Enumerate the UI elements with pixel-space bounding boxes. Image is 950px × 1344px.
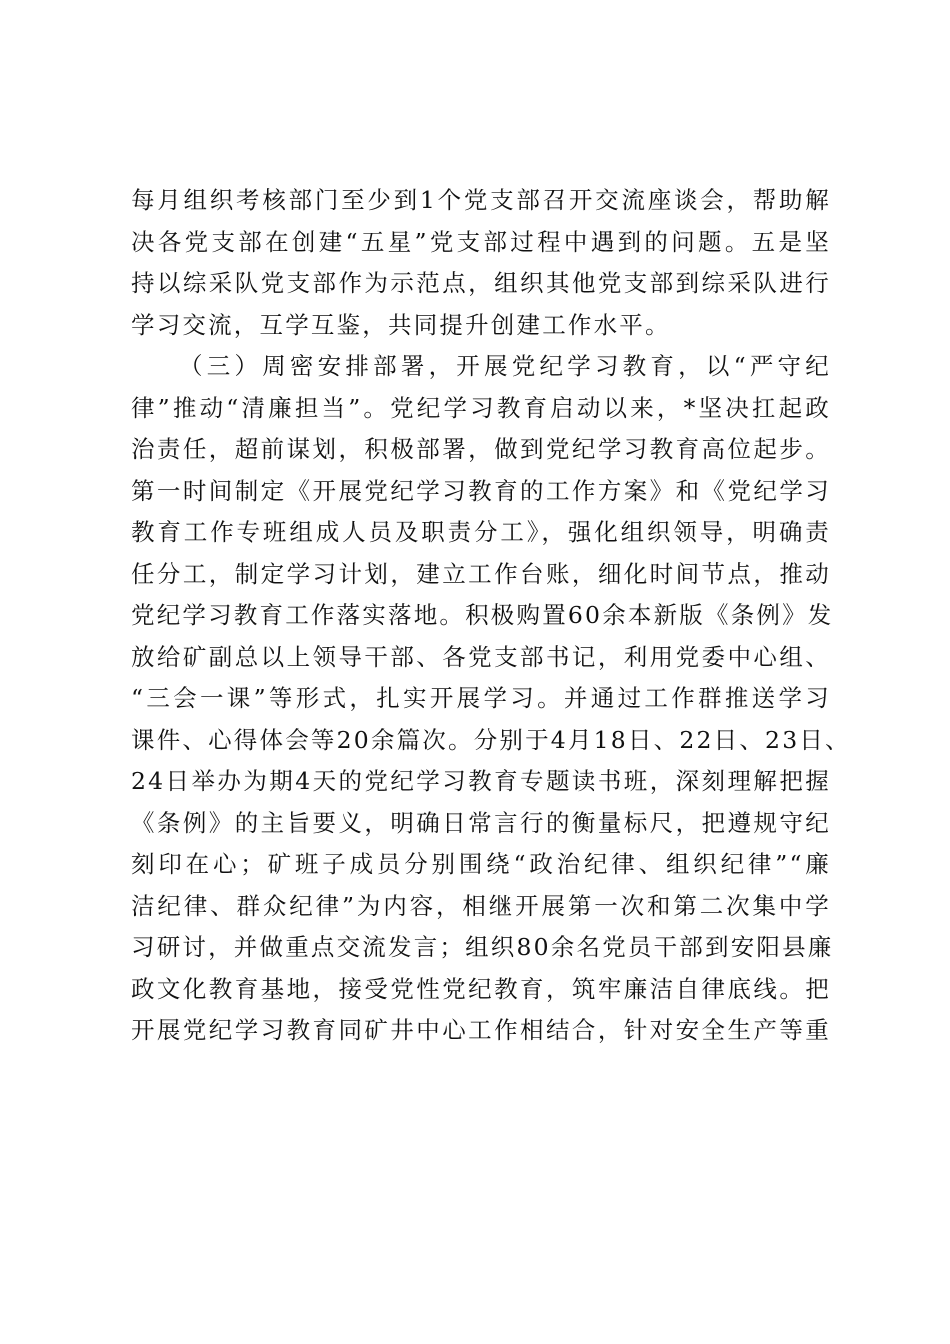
text-line: 律”推动“清廉担当”。党纪学习教育启动以来，*坚决扛起政 xyxy=(131,393,831,422)
text-line: 课件、心得体会等20余篇次。分别于4月18日、22日、23日、 xyxy=(131,725,851,754)
body-text xyxy=(131,180,851,1052)
text-line: “三会一课”等形式，扎实开展学习。并通过工作群推送学习 xyxy=(131,684,831,712)
text-line: 习研讨，并做重点交流发言；组织80余名党员干部到安阳县廉 xyxy=(131,933,834,961)
text-line: 教育工作专班组成人员及职责分工》，强化组织领导，明确责 xyxy=(131,518,831,546)
text-line: 刻印在心；矿班子成员分别围绕“政治纪律、组织纪律”“廉 xyxy=(131,850,831,878)
text-line: 24日举办为期4天的党纪学习教育专题读书班，深刻理解把握 xyxy=(131,767,831,795)
text-line: 第一时间制定《开展党纪学习教育的工作方案》和《党纪学习 xyxy=(131,476,831,505)
text-line: 治责任，超前谋划，积极部署，做到党纪学习教育高位起步。 xyxy=(131,435,831,463)
text-line: 任分工，制定学习计划，建立工作台账，细化时间节点，推动 xyxy=(131,559,831,588)
text-line: 持以综采队党支部作为示范点，组织其他党支部到综采队进行 xyxy=(131,269,831,297)
text-line: 洁纪律、群众纪律”为内容，相继开展第一次和第二次集中学 xyxy=(131,891,831,920)
text-line: 决各党支部在创建“五星”党支部过程中遇到的问题。五是坚 xyxy=(131,227,831,256)
text-line: 党纪学习教育工作落实落地。积极购置60余本新版《条例》发 xyxy=(131,601,834,629)
text-line: 开展党纪学习教育同矿井中心工作相结合，针对安全生产等重 xyxy=(131,1016,831,1044)
text-line: 《条例》的主旨要义，明确日常言行的衡量标尺，把遵规守纪 xyxy=(131,808,831,837)
text-line: 每月组织考核部门至少到1个党支部召开交流座谈会，帮助解 xyxy=(131,186,831,214)
section-heading-line: （三）周密安排部署，开展党纪学习教育，以“严守纪 xyxy=(179,352,831,380)
text-line: 政文化教育基地，接受党性党纪教育，筑牢廉洁自律底线。把 xyxy=(131,974,831,1003)
text-line: 学习交流，互学互鉴，共同提升创建工作水平。 xyxy=(131,310,671,339)
text-line: 放给矿副总以上领导干部、各党支部书记，利用党委中心组、 xyxy=(131,642,831,671)
